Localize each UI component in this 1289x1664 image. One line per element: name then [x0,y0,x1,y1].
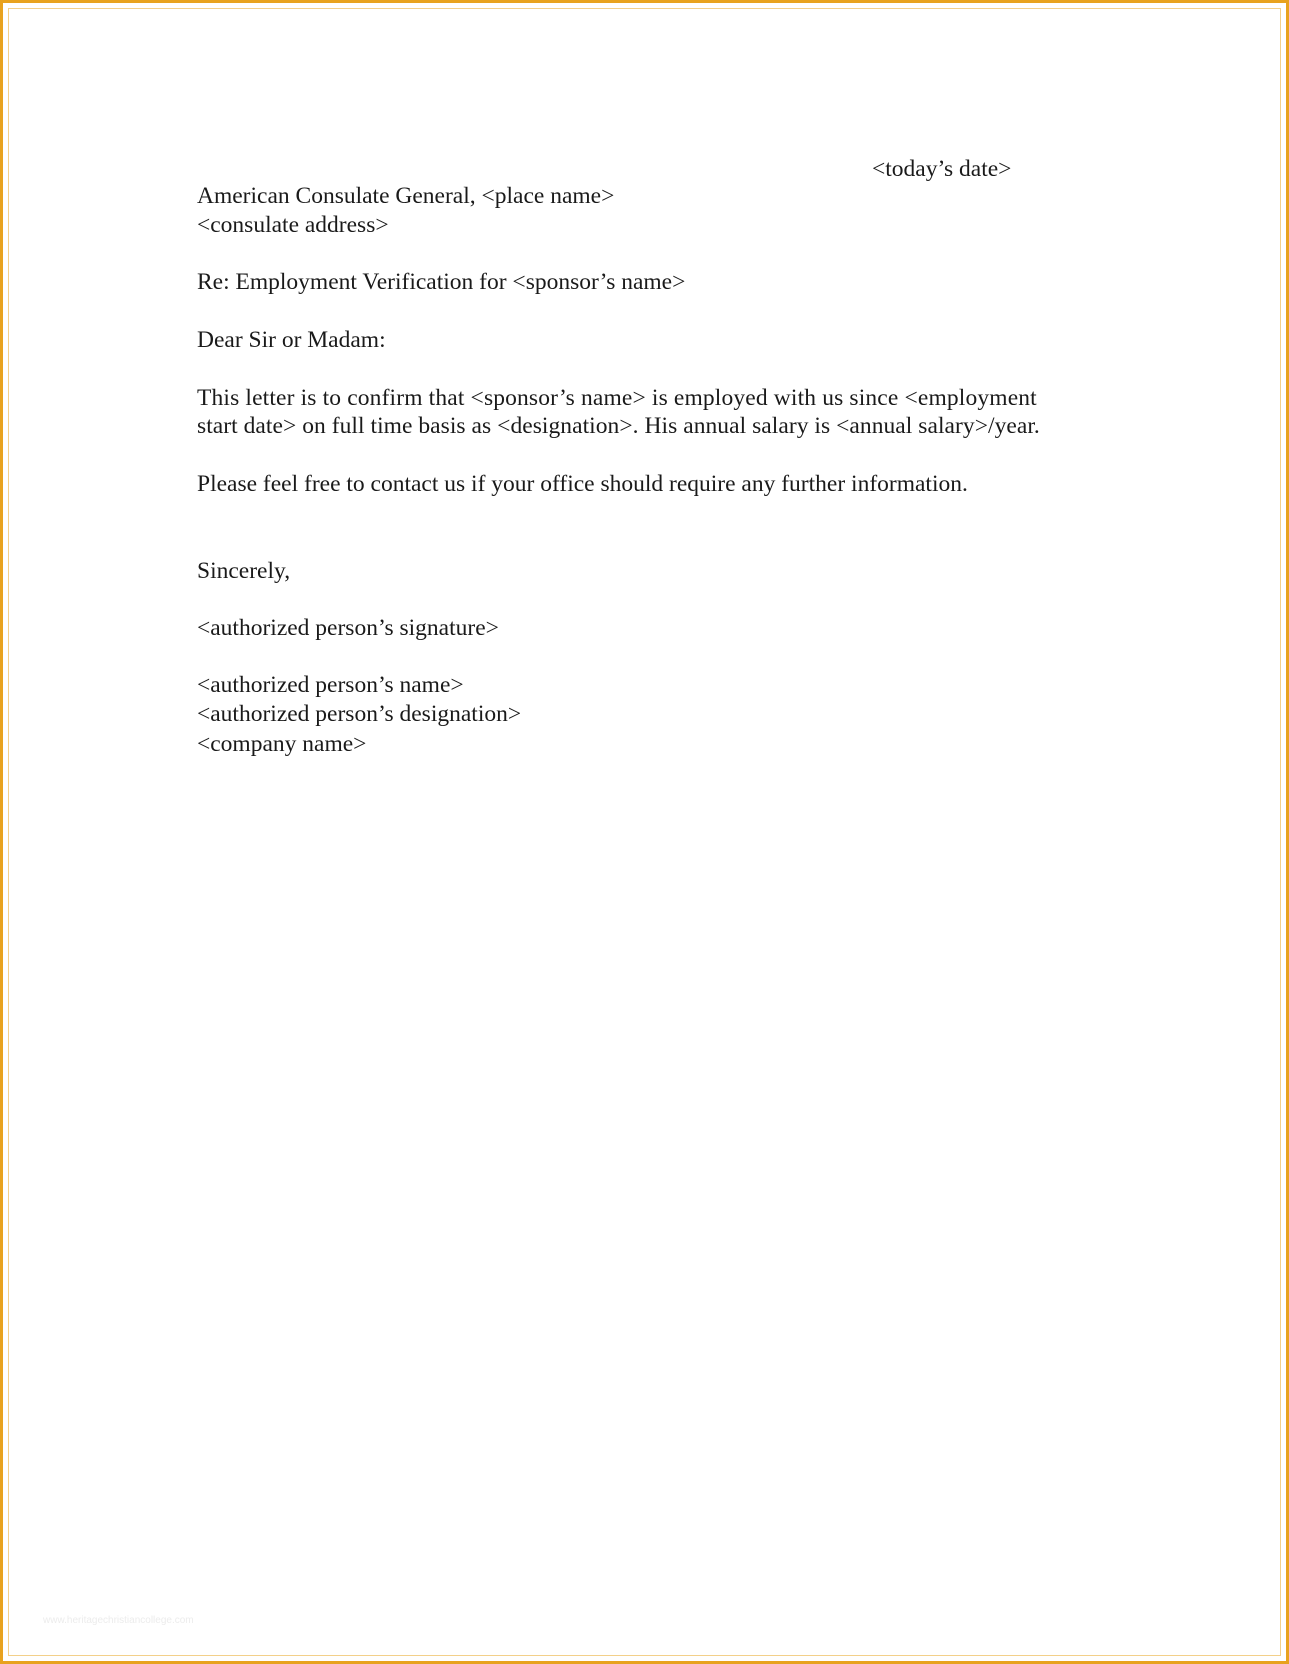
salutation: Dear Sir or Madam: [197,327,386,353]
letter-date: <today’s date> [872,156,1012,182]
page-inner-border [8,8,1281,1656]
company-name: <company name> [197,731,367,757]
subject-line: Re: Employment Verification for <sponsor’s name> [197,269,686,295]
closing-request: Please feel free to contact us if your office should require any further information. [197,471,968,497]
recipient-line-1: American Consulate General, <place name> [197,183,615,209]
recipient-line-2: <consulate address> [197,212,389,238]
watermark-text: www.heritagechristiancollege.com [43,1615,194,1626]
body-line-1: This letter is to confirm that <sponsor’s name> is employed with us since <employment [197,385,1037,411]
signer-name: <authorized person’s name> [197,672,464,698]
valediction: Sincerely, [197,558,291,584]
body-line-2: start date> on full time basis as <designation>. His annual salary is <annual salary>/year. [197,413,1040,439]
signature-placeholder: <authorized person’s signature> [197,615,499,641]
signer-designation: <authorized person’s designation> [197,701,522,727]
